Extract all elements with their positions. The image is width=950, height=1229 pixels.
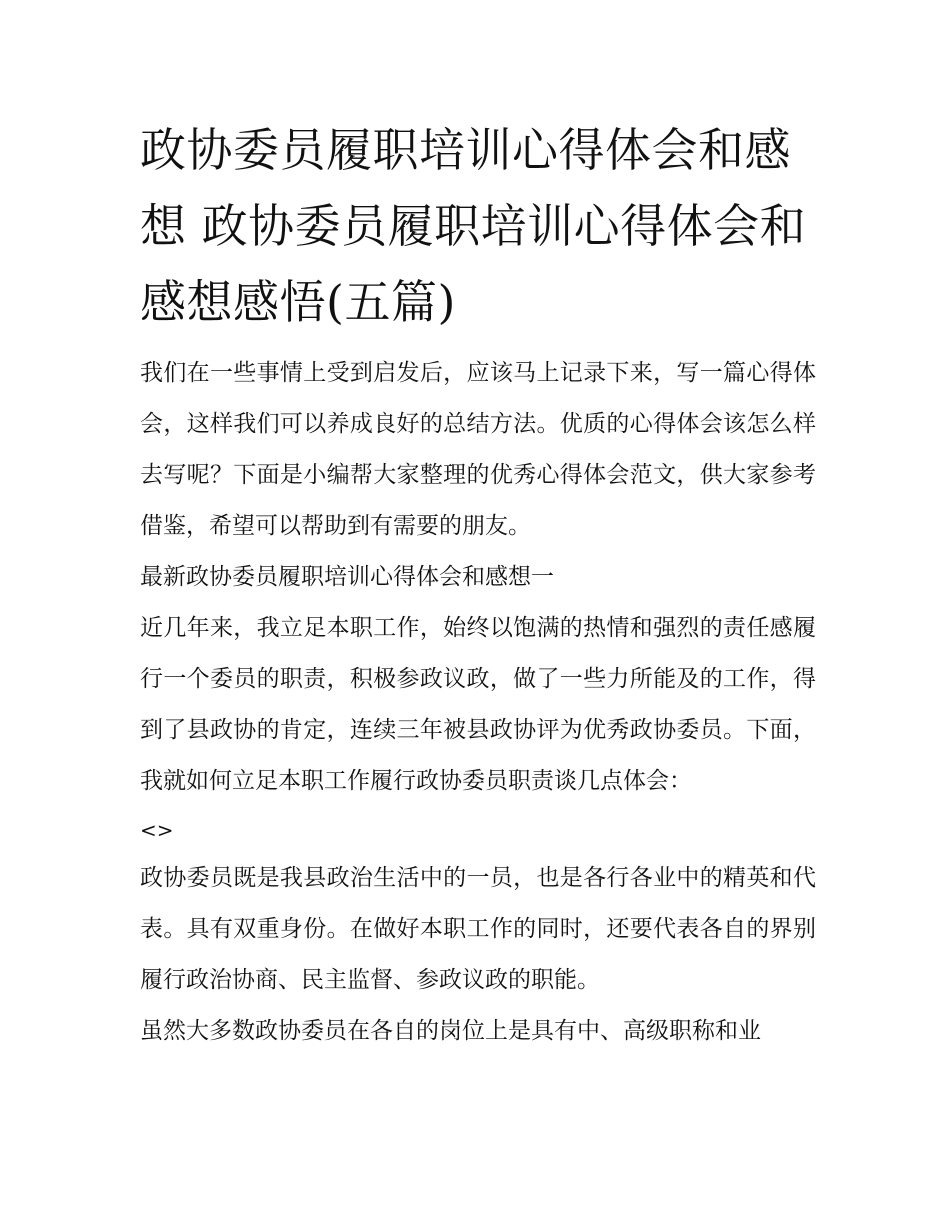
body-paragraph-1: 近几年来，我立足本职工作，始终以饱满的热情和强烈的责任感履行一个委员的职责，积极参政议政，做了一些力所能及的工作，得到了县政协的肯定，连续三年被县政协评为优秀政协委员。下面，我就如何立足本职工作履行政协委员职责谈几点体会： xyxy=(140,615,816,794)
angle-bracket-marker: <> xyxy=(140,818,174,842)
section-heading: 最新政协委员履职培训心得体会和感想一 xyxy=(140,564,554,590)
document-page xyxy=(140,112,816,1057)
body-paragraph-2: 政协委员既是我县政治生活中的一员，也是各行各业中的精英和代表。具有双重身份。在做好本职工作的同时，还要代表各自的界别履行政治协商、民主监督、参政议政的职能。 xyxy=(140,865,816,993)
document-title: 政协委员履职培训心得体会和感想 政协委员履职培训心得体会和感想感悟(五篇) xyxy=(140,123,807,329)
intro-paragraph: 我们在一些事情上受到启发后，应该马上记录下来，写一篇心得体会，这样我们可以养成良好的总结方法。优质的心得体会该怎么样去写呢？下面是小编帮大家整理的优秀心得体会范文，供大家参考借鉴，希望可以帮助到有需要的朋友。 xyxy=(140,360,816,539)
body-paragraph-3: 虽然大多数政协委员在各自的岗位上是具有中、高级职称和业 xyxy=(140,1018,761,1044)
